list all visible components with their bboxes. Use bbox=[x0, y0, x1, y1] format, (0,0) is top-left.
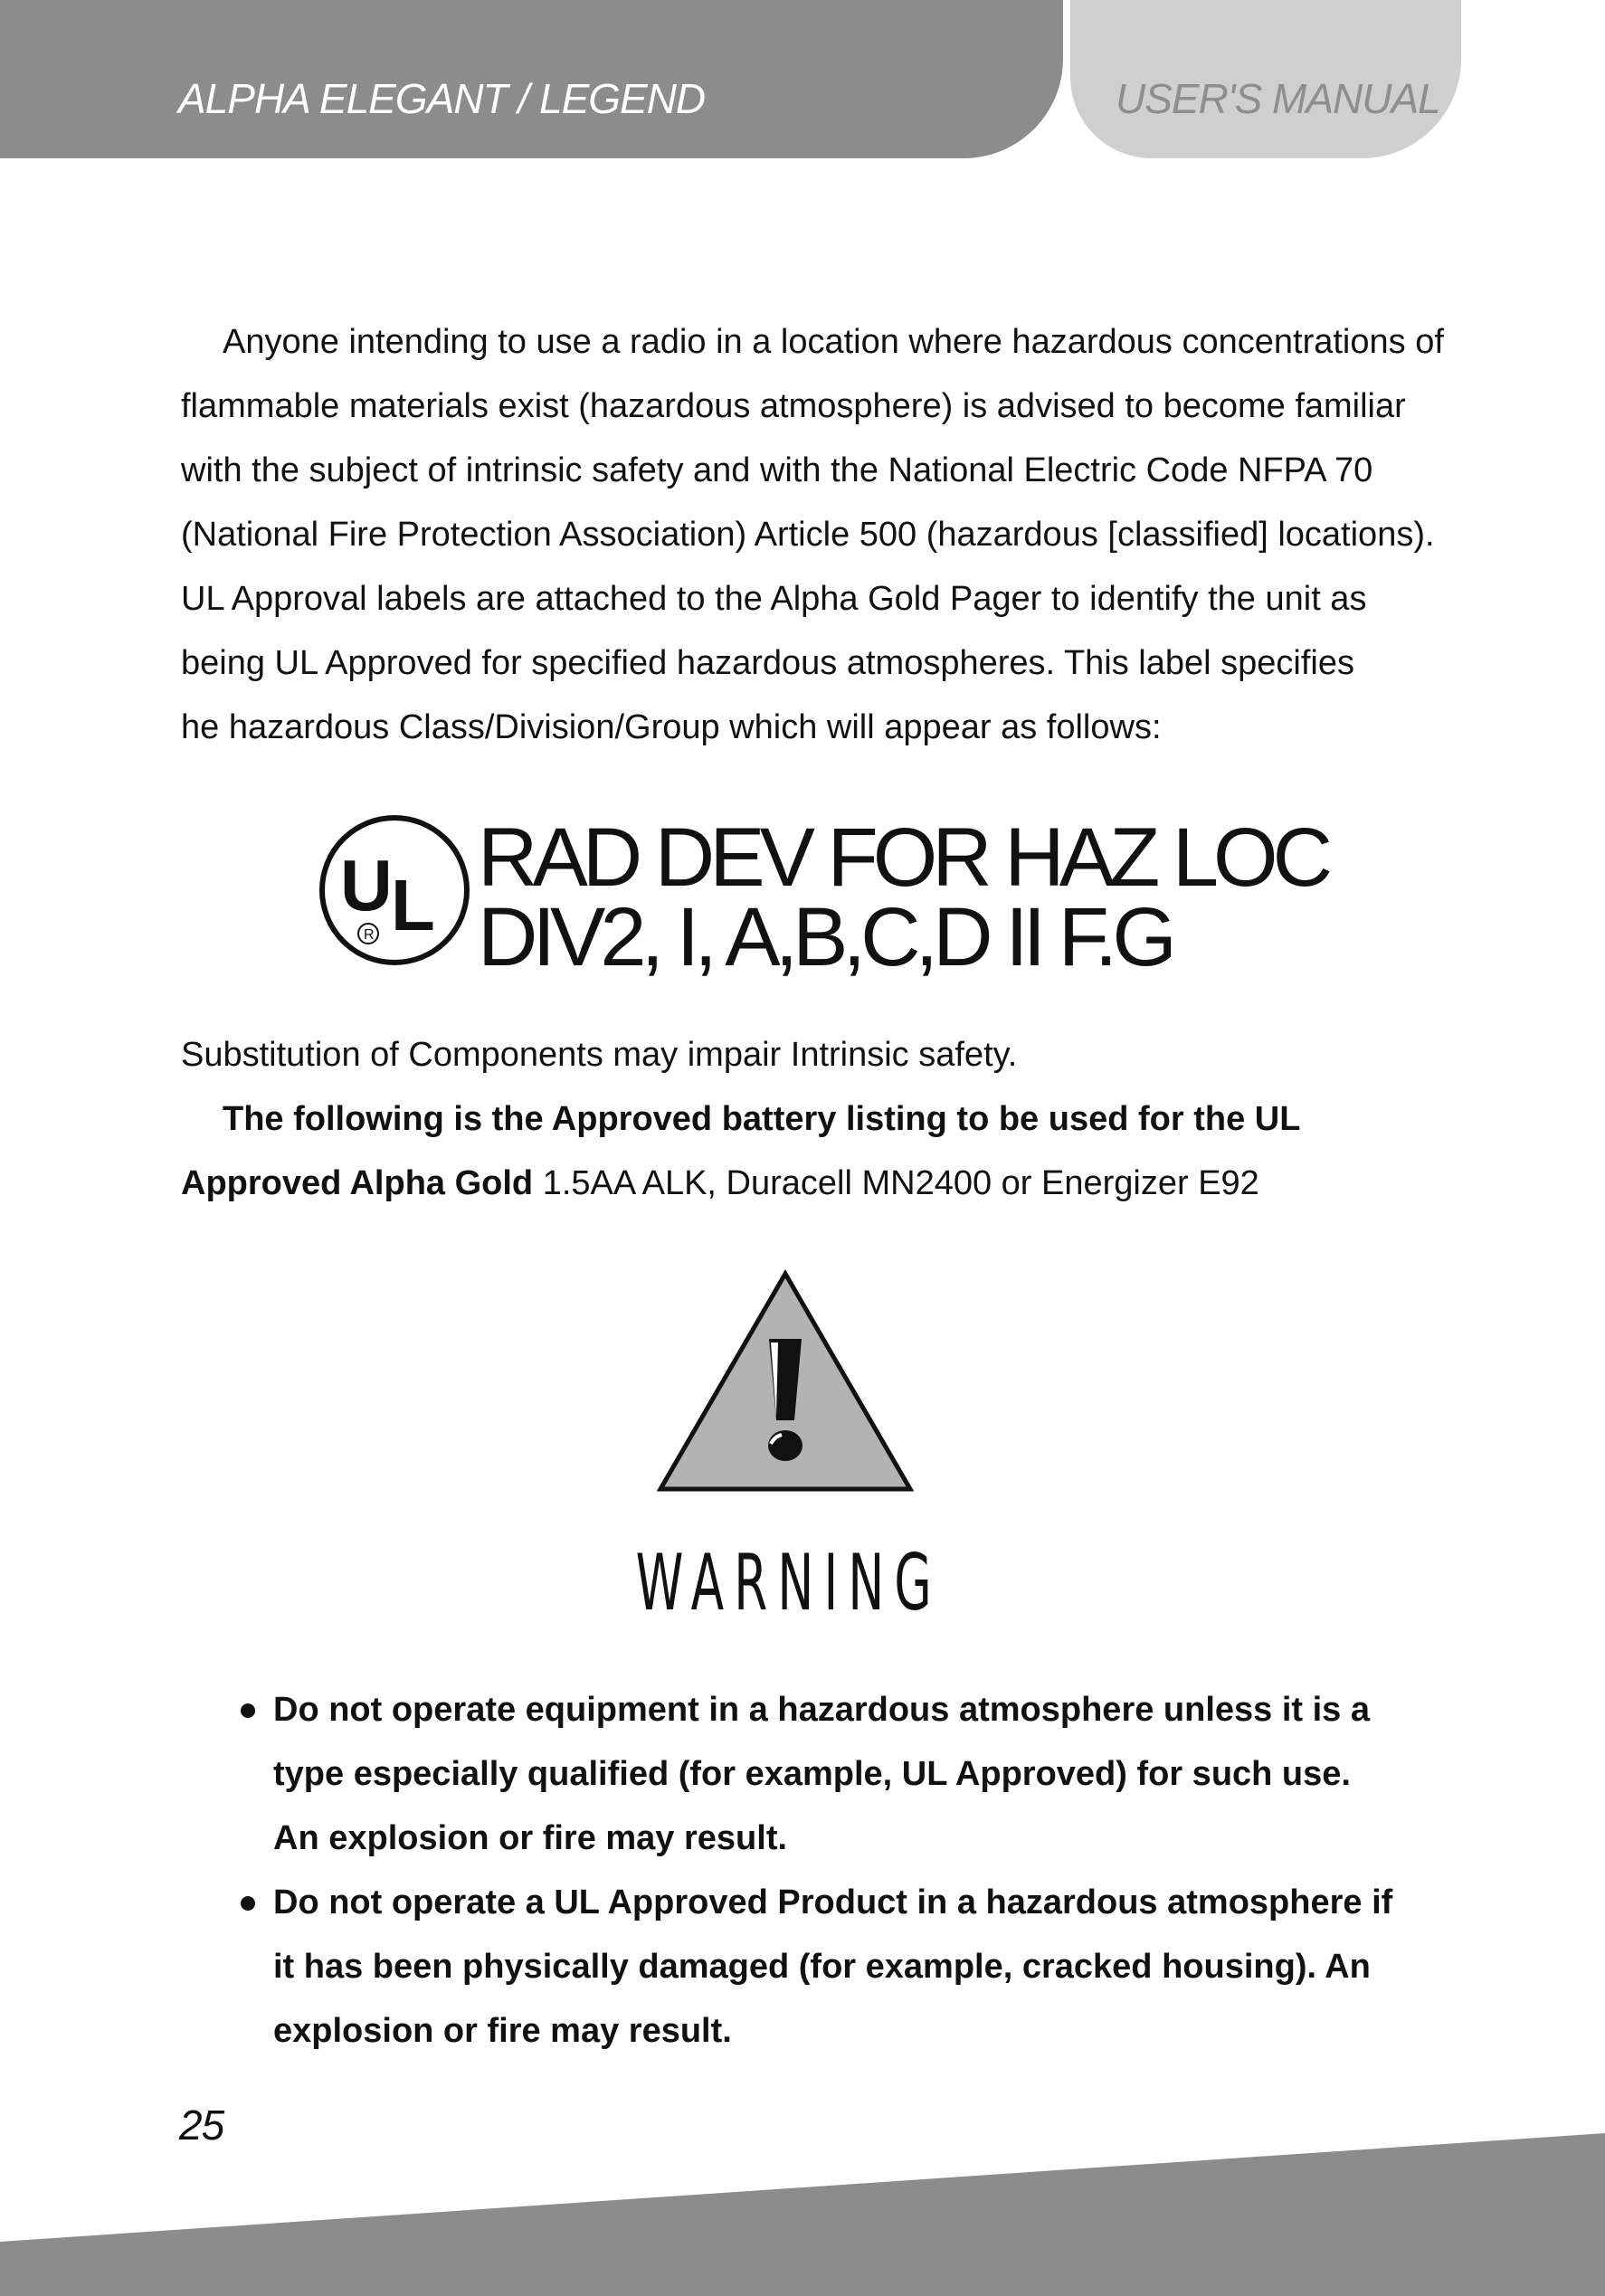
intro-line: Anyone intending to use a radio in a location where hazardous concentrations of bbox=[223, 323, 1444, 361]
svg-text:U: U bbox=[340, 845, 393, 925]
intro-line: flammable materials exist (hazardous atmosphere) is advised to become familiar bbox=[181, 387, 1406, 425]
manual-title: ALPHA ELEGANT / LEGEND bbox=[178, 75, 706, 122]
svg-text:L: L bbox=[391, 865, 435, 945]
battery-paragraph bbox=[181, 1087, 1538, 1216]
intro-paragraph bbox=[181, 310, 1538, 760]
warning-line: An explosion or fire may result. bbox=[273, 1819, 788, 1857]
battery-models: 1.5AA ALK, Duracell MN2400 or Energizer E92 bbox=[533, 1164, 1259, 1202]
intro-line: UL Approval labels are attached to the Alpha Gold Pager to identify the unit as bbox=[181, 580, 1367, 618]
ul-label-line2: DIV2, I, A,B,C,D II F.G bbox=[478, 891, 1172, 983]
battery-bold-text: The following is the Approved battery listing to be used for the UL bbox=[223, 1100, 1301, 1138]
footer-band bbox=[0, 2133, 1605, 2296]
warning-item bbox=[235, 1678, 1520, 1871]
warning-line: Do not operate equipment in a hazardous atmosphere unless it is a bbox=[273, 1691, 1371, 1729]
svg-text:R: R bbox=[364, 927, 375, 943]
battery-line bbox=[181, 1087, 1538, 1152]
bullet-icon bbox=[241, 1896, 255, 1911]
warning-label: WARNING bbox=[635, 1538, 942, 1628]
warning-line: explosion or fire may result. bbox=[273, 2012, 732, 2050]
ul-label-line1: RAD DEV FOR HAZ LOC bbox=[478, 811, 1328, 904]
intro-line: with the subject of intrinsic safety and with the National Electric Code NFPA 70 bbox=[181, 451, 1373, 489]
warning-line: Do not operate a UL Approved Product in a hazardous atmosphere if bbox=[273, 1883, 1393, 1921]
intro-line: he hazardous Class/Division/Group which will appear as follows: bbox=[181, 708, 1162, 746]
warning-triangle-icon bbox=[653, 1267, 917, 1494]
warning-item bbox=[235, 1871, 1520, 2064]
battery-bold-text: Approved Alpha Gold bbox=[181, 1164, 534, 1202]
warning-line: it has been physically damaged (for example, cracked housing). An bbox=[273, 1948, 1371, 1986]
page-number: 25 bbox=[179, 2102, 224, 2149]
warning-list bbox=[235, 1678, 1520, 2064]
section-label: USER'S MANUAL bbox=[1116, 75, 1440, 122]
warning-line: type especially qualified (for example, UL Approved) for such use. bbox=[273, 1755, 1351, 1793]
substitution-note: Substitution of Components may impair Intrinsic safety. bbox=[181, 1036, 1018, 1074]
intro-line: being UL Approved for specified hazardous atmospheres. This label specifies bbox=[181, 644, 1354, 682]
battery-line bbox=[181, 1152, 1538, 1216]
ul-logo-icon bbox=[317, 812, 472, 968]
intro-line: (National Fire Protection Association) Article 500 (hazardous [classified] locations). bbox=[181, 516, 1435, 554]
bullet-icon bbox=[241, 1703, 255, 1718]
